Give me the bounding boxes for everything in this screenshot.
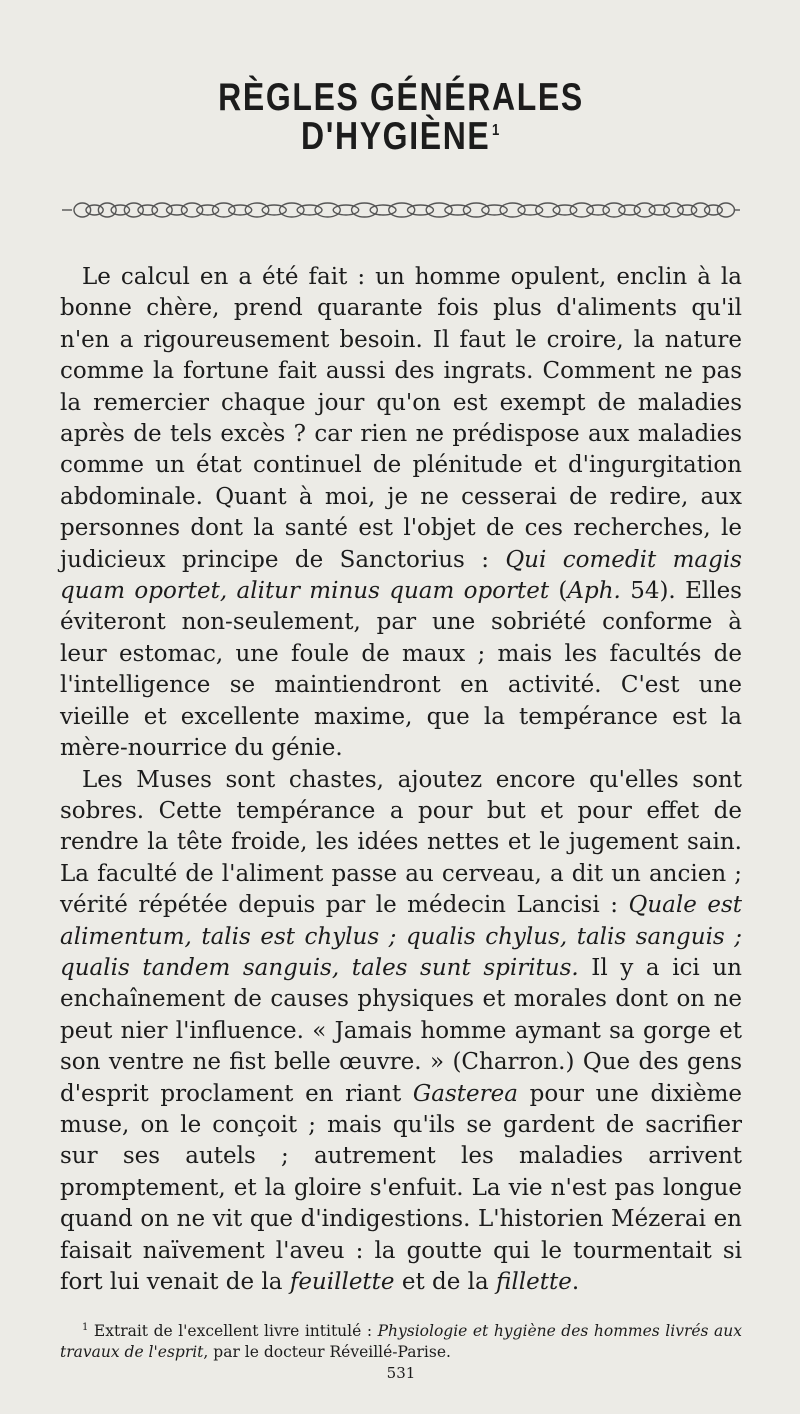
text-run: , par le docteur Réveillé-Parise. (203, 1342, 451, 1361)
italic-text-run: Aph. (567, 578, 621, 605)
text-run: ( (549, 578, 568, 605)
italic-text-run: Physiologie et hygiène des hommes livrés aux travaux de l'esprit (60, 1322, 742, 1361)
paragraph (60, 262, 742, 765)
chain-ornament-icon (60, 200, 742, 220)
footnote-marker: 1 (82, 1322, 89, 1334)
text-run: Il y a ici un enchaînement de causes physiques et morales dont on ne peut nier l'influence. « Jamais homme aymant sa gorge et son ventre ne fist belle œuvre. » (Charron.) Que des gens d'esprit proclament en riant (60, 954, 742, 1107)
text-run: pour une dixième muse, on le conçoit ; mais qu'ils se gardent de sacrifier sur ses autels ; autrement les maladies arrivent promptement, et la gloire s'enfuit. La vie n'est pas longue quand on ne vit que d'indigestions. L'historien Mézerai en faisait naïvement l'aveu : la goutte qui le tourmentait si fort lui venait de la (60, 1080, 742, 1295)
text-run: Le calcul en a été fait : un homme opulent, enclin à la bonne chère, prend quarante fois plus d'aliments qu'il n'en a rigoureusement besoin. Il faut le croire, la nature comme la fortune fait aussi des ingrats. Comment ne pas la remercier chaque jour qu'on est exempt de maladies après de tels excès ? car rien ne prédispose aux maladies comme un état continuel de plénitude et d'ingurgitation abdominale. Quant à moi, je ne cesserai de redire, aux personnes dont la santé est l'objet de ces recherches, le judicieux principe de Sanctorius : (60, 264, 742, 573)
text-run: 54). Elles éviteront non-seulement, par une sobriété conforme à leur estomac, une foule de maux ; mais les facultés de l'intelligence se maintiendront en activité. C'est une vieille et excellente maxime, que la tempérance est la mère-nourrice du génie. (60, 578, 742, 762)
page-number: 531 (386, 1363, 416, 1382)
title-text: RÈGLES GÉNÉRALES D'HYGIÈNE (218, 76, 584, 158)
title-footnote-marker: 1 (492, 122, 501, 139)
italic-text-run: fillette (496, 1269, 572, 1295)
footnote (60, 1318, 742, 1361)
text-run: et de la (394, 1269, 497, 1295)
paragraph (60, 765, 742, 1299)
text-run: Les Muses sont chastes, ajoutez encore qu'elles sont sobres. Cette tempérance a pour but et pour effet de rendre la tête froide, les idées nettes et le jugement sain. La faculté de l'aliment passe au cerveau, a dit un ancien ; vérité répétée depuis par le médecin Lancisi : (60, 766, 742, 919)
italic-text-run: Gasterea (412, 1080, 518, 1107)
page-title (121, 78, 680, 156)
main-text (60, 262, 742, 1298)
text-run: . (571, 1269, 580, 1295)
italic-text-run: Qui comedit magis quam oportet, alitur minus quam oportet (60, 546, 742, 605)
text-run: Extrait de l'excellent livre intitulé : (88, 1322, 378, 1341)
italic-text-run: Quale est alimentum, talis est chylus ; qualis chylus, talis sanguis ; qualis tandem sanguis, tales sunt spiritus. (60, 892, 742, 981)
italic-text-run: feuillette (289, 1269, 395, 1295)
footnote-text (60, 1323, 742, 1361)
